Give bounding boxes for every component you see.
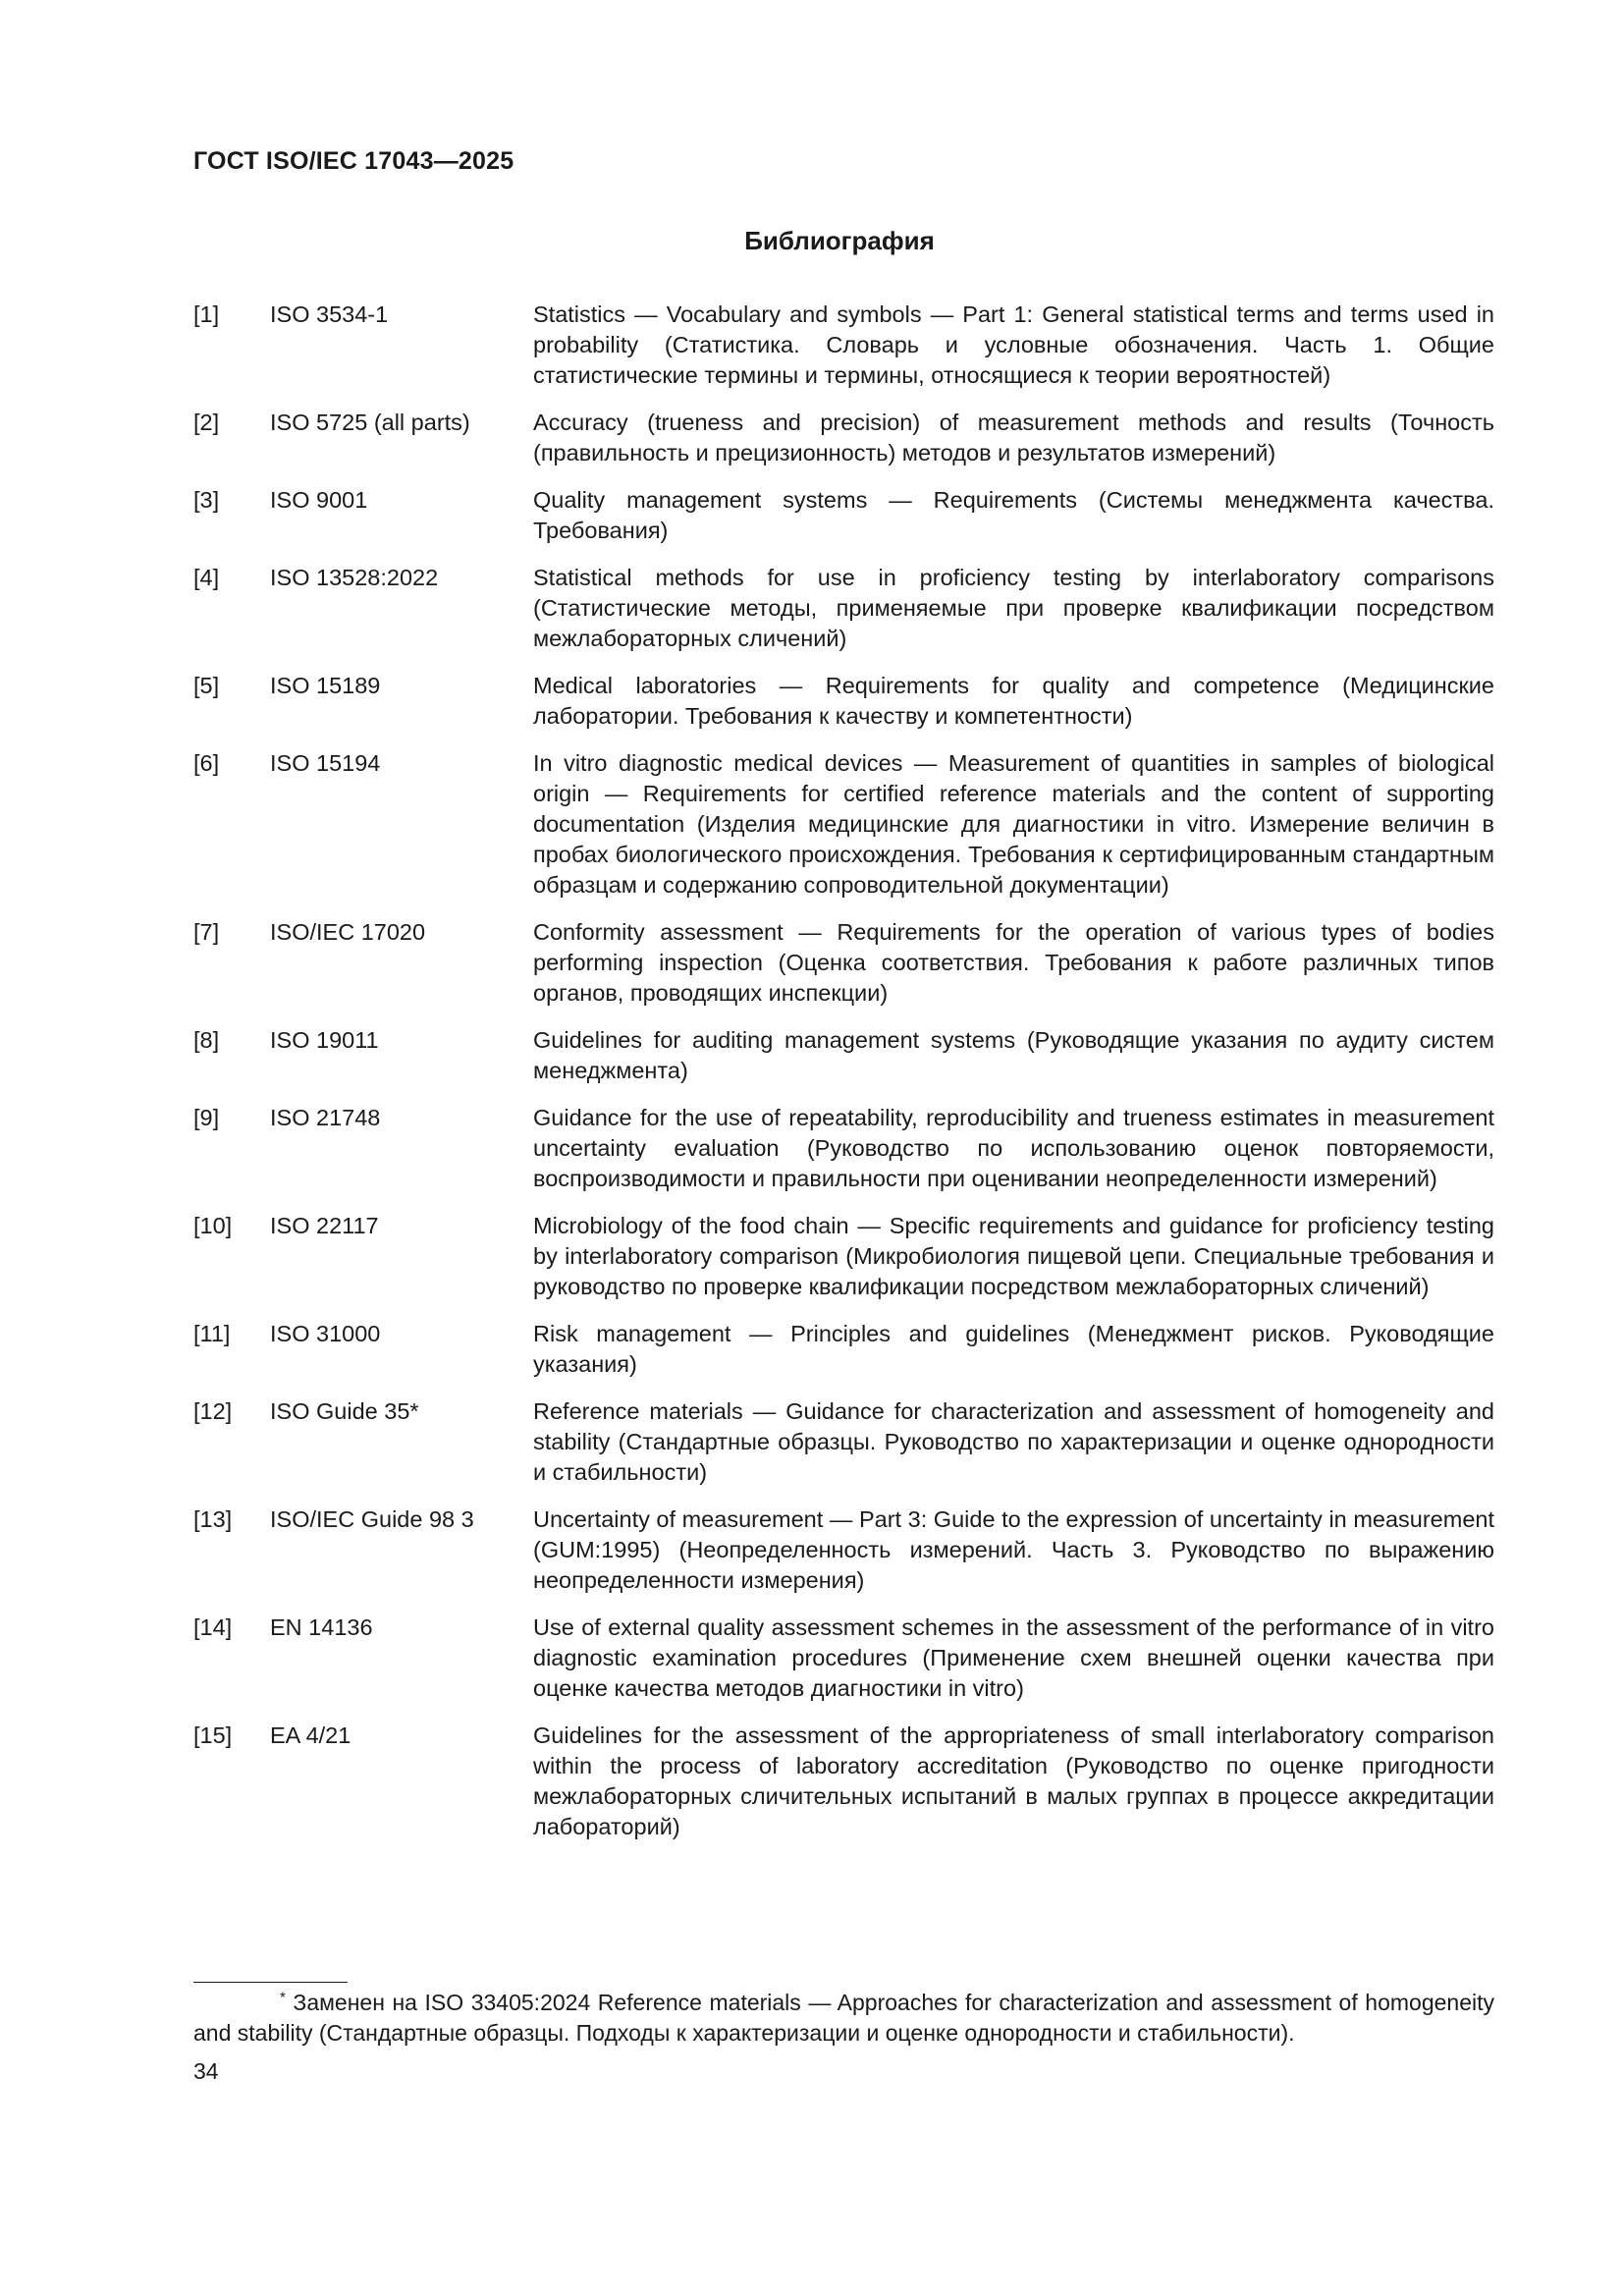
entry-description: Guidance for the use of repeatability, reproducibility and trueness estimates in measurement uncertainty evaluation (Руководство по использованию оценок повторяемости, воспроизводимости и правильности при оценивании неопределенности измерений) [533, 1105, 1494, 1191]
entry-standard-code: ISO 21748 [270, 1105, 381, 1130]
entry-standard-code: ISO 13528:2022 [270, 565, 439, 590]
entry-number: [3] [193, 487, 220, 513]
entry-standard-code: ISO 15189 [270, 673, 381, 698]
bibliography-entry [193, 748, 1494, 901]
footnote-marker: * [280, 1989, 286, 2006]
bibliography-entry [193, 1396, 1494, 1488]
bibliography-entry [193, 1025, 1494, 1086]
footnote-text: Заменен на ISO 33405:2024 Reference materials — Approaches for characterization and assessment of homogeneity and stability (Стандартные образцы. Подходы к характеризации и оценке однородности и стабильности). [193, 1990, 1494, 2046]
entry-description: Statistics — Vocabulary and symbols — Part 1: General statistical terms and terms used in probability (Статистика. Словарь и условные обозначения. Часть 1. Общие статистические термины и термины, относящиеся к теории вероятностей) [533, 301, 1494, 388]
entry-number: [11] [193, 1321, 231, 1346]
entry-description: Reference materials — Guidance for characterization and assessment of homogeneity and stability (Стандартные образцы. Руководство по характеризации и оценке однородности и стабильности) [533, 1398, 1494, 1485]
entry-description: Uncertainty of measurement — Part 3: Guide to the expression of uncertainty in measurement (GUM:1995) (Неопределенность измерений. Часть 3. Руководство по выражению неопределенности измерения) [533, 1506, 1494, 1593]
bibliography-list [193, 300, 1494, 1859]
entry-number: [12] [193, 1398, 233, 1424]
entry-number: [5] [193, 673, 220, 698]
entry-number: [15] [193, 1722, 233, 1748]
bibliography-entry [193, 1721, 1494, 1842]
entry-description: Guidelines for the assessment of the appropriateness of small interlaboratory comparison within the process of laboratory accreditation (Руководство по оценке пригодности межлабораторных сличительных испытаний в малых группах в процессе аккредитации лабораторий) [533, 1722, 1494, 1839]
entry-standard-code: ISO 9001 [270, 487, 368, 513]
entry-description: Conformity assessment — Requirements for the operation of various types of bodies performing inspection (Оценка соответствия. Требования к работе различных типов органов, проводящих инспекции) [533, 919, 1494, 1006]
entry-description: Guidelines for auditing management systems (Руководящие указания по аудиту систем менеджмента) [533, 1027, 1494, 1083]
entry-standard-code: ISO 5725 (all parts) [270, 410, 470, 435]
entry-number: [8] [193, 1027, 220, 1053]
section-title: Библиография [744, 226, 935, 255]
entry-standard-code: EA 4/21 [270, 1722, 352, 1748]
entry-number: [6] [193, 750, 220, 776]
entry-description: In vitro diagnostic medical devices — Measurement of quantities in samples of biological origin — Requirements for certified reference materials and the content of supporting documentation (Изделия медицинские для диагностики in vitro. Измерение величин в пробах биологического происхождения. Требования к сертифицированным стандартным образцам и содержанию сопроводительной документации) [533, 750, 1494, 898]
entry-description: Accuracy (trueness and precision) of measurement methods and results (Точность (правильность и прецизионность) методов и результатов измерений) [533, 410, 1494, 465]
bibliography-entry [193, 485, 1494, 546]
entry-description: Use of external quality assessment schemes in the assessment of the performance of in vitro diagnostic examination procedures (Применение схем внешней оценки качества при оценке качества методов диагностики in vitro) [533, 1614, 1494, 1701]
entry-standard-code: ISO 19011 [270, 1027, 379, 1053]
entry-number: [7] [193, 919, 220, 945]
entry-description: Statistical methods for use in proficiency testing by interlaboratory comparisons (Статистические методы, применяемые при проверке квалификации посредством межлабораторных сличений) [533, 565, 1494, 651]
entry-standard-code: ISO/IEC 17020 [270, 919, 426, 945]
entry-standard-code: ISO 31000 [270, 1321, 381, 1346]
footnote [193, 1988, 1494, 2049]
footnote-divider [193, 1982, 348, 1983]
entry-description: Medical laboratories — Requirements for quality and competence (Медицинские лаборатории. Требования к качеству и компетентности) [533, 673, 1494, 729]
bibliography-entry [193, 1504, 1494, 1596]
entry-description: Risk management — Principles and guidelines (Менеджмент рисков. Руководящие указания) [533, 1321, 1494, 1377]
bibliography-entry [193, 671, 1494, 732]
bibliography-entry [193, 917, 1494, 1009]
entry-number: [1] [193, 301, 220, 327]
bibliography-entry [193, 408, 1494, 468]
entry-standard-code: ISO Guide 35* [270, 1398, 419, 1424]
document-header: ГОСТ ISO/IEC 17043—2025 [193, 147, 514, 175]
entry-number: [13] [193, 1506, 233, 1532]
bibliography-entry [193, 563, 1494, 654]
bibliography-entry [193, 1211, 1494, 1302]
entry-number: [14] [193, 1614, 233, 1640]
entry-standard-code: EN 14136 [270, 1614, 373, 1640]
entry-description: Quality management systems — Requirements (Системы менеджмента качества. Требования) [533, 487, 1494, 543]
bibliography-entry [193, 300, 1494, 391]
entry-standard-code: ISO/IEC Guide 98 3 [270, 1506, 474, 1532]
page-number: 34 [193, 2058, 219, 2084]
bibliography-entry [193, 1103, 1494, 1194]
bibliography-entry [193, 1319, 1494, 1380]
entry-standard-code: ISO 22117 [270, 1213, 379, 1238]
bibliography-entry [193, 1613, 1494, 1704]
entry-number: [2] [193, 410, 220, 435]
entry-number: [10] [193, 1213, 233, 1238]
entry-standard-code: ISO 15194 [270, 750, 381, 776]
entry-number: [9] [193, 1105, 220, 1130]
entry-number: [4] [193, 565, 220, 590]
entry-standard-code: ISO 3534-1 [270, 301, 389, 327]
entry-description: Microbiology of the food chain — Specific requirements and guidance for proficiency testing by interlaboratory comparison (Микробиология пищевой цепи. Специальные требования и руководство по проверке квалификации посредством межлабораторных сличений) [533, 1213, 1494, 1299]
